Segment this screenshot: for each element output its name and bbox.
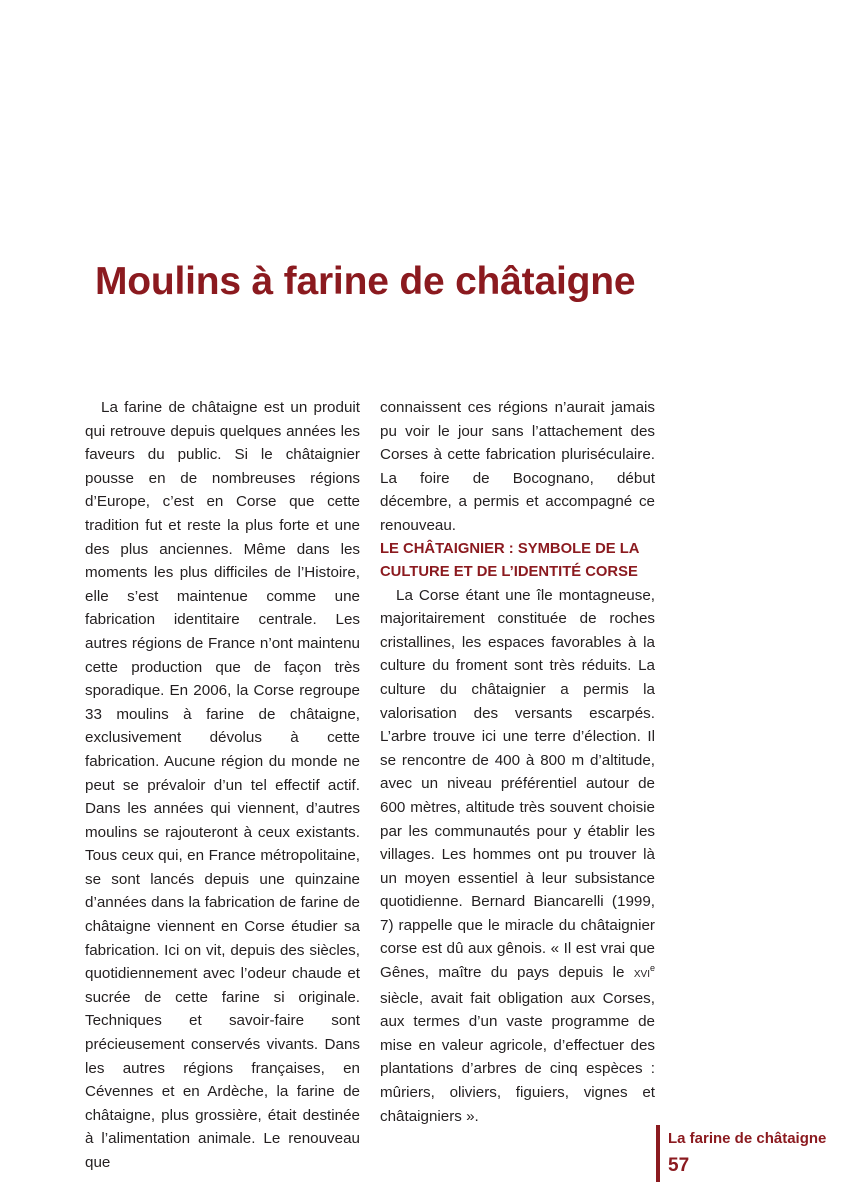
paragraph: connaissent ces régions n’aurait jamais pu voir le jour sans l’attachement des Corses à cette fabrication pluriséculaire. La foire de Bocognano, début décembre, a permis et accompagné ce renouveau. xyxy=(380,399,655,534)
paragraph-text: La Corse étant une île montagneuse, majoritairement constituée de roches cristallines, les espaces favorables à la culture du froment sont très réduits. La culture du châtaignier a permis la valorisation des versants escarpés. L’arbre trouve ici une terre d’élection. Il se rencontre de 400 à 800 m d’altitude, avec un niveau préférentiel autour de 600 mètres, altitude très souvent choisie par les communautés pour y établir les villages. Les hommes ont pu trouver là un moyen essentiel à leur subsistance quotidienne. Bernard Biancarelli (1999, 7) rappelle que le miracle du châtaignier corse est dû aux gênois. « Il est vrai que Gênes, maître du pays depuis le xyxy=(380,586,655,982)
running-title: La farine de châtaigne xyxy=(668,1130,827,1147)
page-number: 57 xyxy=(668,1155,690,1176)
section-heading: LE CHÂTAIGNIER : SYMBOLE DE LA CULTURE ET DE L’IDENTITÉ CORSE xyxy=(380,540,639,580)
page-title: Moulins à farine de châtaigne xyxy=(95,260,636,303)
paragraph: La farine de châtaigne est un produit qui retrouve depuis quelques années les faveurs du public. Si le châtaignier pousse en de nombreuses régions d’Europe, c’est en Corse que cette tradition fut et reste la plus forte et une des plus anciennes. Même dans les moments les plus difficiles de l’Histoire, elle s’est maintenue comme une fabrication identitaire centrale. Les autres régions de France n’ont maintenu cette production que de façon très sporadique. En 2006, la Corse regroupe 33 moulins à farine de châtaigne, exclusivement dévolus à cette fabrication. Aucune région du monde ne peut se prévaloir d’un tel effectif actif. Dans les années qui viennent, d’autres moulins se rajouteront à ceux existants. Tous ceux qui, en France métropolitaine, se sont lancés depuis une quinzaine d’années dans la fabrication de farine de châtaigne viennent en Corse étudier sa fabrication. Ici on vit, depuis des siècles, quotidiennement avec l’odeur chaude et sucrée de cette farine si originale. Techniques et savoir-faire sont précieusement conservés vivants. Dans les autres régions françaises, en Cévennes et en Ardèche, la farine de châtaigne, plus grossière, était destinée à l’alimentation animale. Le renouveau que xyxy=(85,399,360,1171)
century-numeral: XVI xyxy=(633,969,650,981)
century-superscript: e xyxy=(649,963,655,973)
footer-accent-bar xyxy=(656,1125,660,1182)
paragraph-text: siècle, avait fait obligation aux Corses, aux termes d’un vaste programme de mise en valeur agricole, d’effectuer des plantations d’arbres de cinq espèces : mûriers, oliviers, figuiers, vignes et châtaigniers ». xyxy=(380,989,655,1125)
right-column xyxy=(380,396,655,1128)
paragraph xyxy=(380,584,655,1129)
left-column xyxy=(85,396,360,1175)
